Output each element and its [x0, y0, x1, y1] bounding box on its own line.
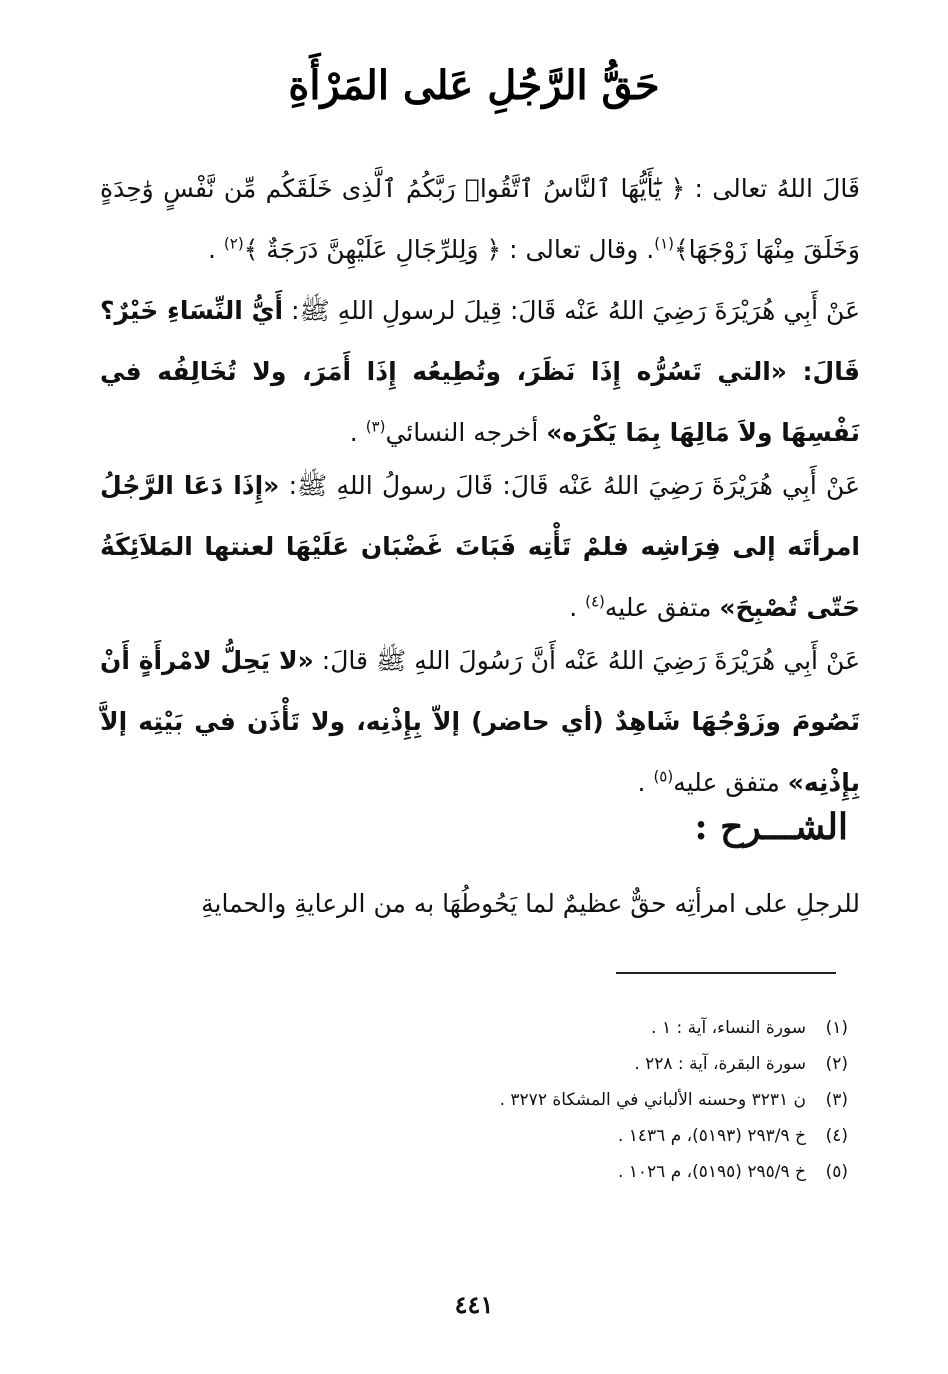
footnote-ref: (١): [654, 234, 674, 253]
chapter-title: حَقُّ الرَّجُلِ عَلى المَرْأَةِ: [288, 62, 660, 109]
hadith-chain: عَنْ أَبِي هُرَيْرَةَ رَضِيَ اللهُ عَنْه أَنَّ رَسُولَ اللهِ ﷺ قالَ:: [313, 646, 860, 675]
hadith-source: متفق عليه: [604, 593, 720, 622]
footnote-text: سورة البقرة، آية : ٢٢٨ .: [634, 1054, 806, 1074]
verse-connector: . وقال تعالى :: [501, 235, 655, 264]
sentence-end: .: [569, 593, 586, 622]
sentence-end: .: [349, 418, 366, 447]
hadith-source: متفق عليه: [673, 768, 788, 797]
sentence-end: .: [637, 768, 654, 797]
footnote-ref: (٢): [223, 234, 244, 253]
hadith-paragraph: [100, 280, 860, 463]
footnotes-list: [148, 1010, 848, 1190]
footnote-text: خ ٢٩٥/٩ (٥١٩٥)، م ١٠٢٦ .: [617, 1162, 806, 1182]
footnote-number: (٣): [825, 1090, 848, 1110]
footnote-number: (٥): [825, 1162, 848, 1182]
hadith-chain: عَنْ أَبِي هُرَيْرَةَ رَضِيَ اللهُ عَنْه قَالَ: قَالَ رسولُ اللهِ ﷺ:: [279, 471, 860, 500]
sentence-end: .: [208, 235, 224, 264]
quran-verses-paragraph: [100, 158, 860, 280]
page-number: ٤٤١: [454, 1290, 494, 1319]
footnote-text: ن ٣٢٣١ وحسنه الألباني في المشكاة ٣٢٧٢ .: [499, 1090, 806, 1110]
footnote-text: خ ٢٩٣/٩ (٥١٩٣)، م ١٤٣٦ .: [617, 1126, 806, 1146]
hadith-text: أَيُّ النِّسَاءِ خَيْرٌ؟ قَالَ: «التي تَسُرُّه إِذَا نَظَرَ، وتُطِيعُه إِذَا أَمَرَ، ولا تُخَالِفُه في نَفْسِهَا ولاَ مَالِهَا بِمَا يَكْرَه»: [100, 296, 860, 447]
footnote-ref: (٥): [653, 767, 674, 786]
verse-text: ﴿ يَٰٓأَيُّهَا ٱلنَّاسُ ٱتَّقُوا۟ رَبَّكُمُ ٱلَّذِى خَلَقَكُم مِّن نَّفْسٍ وَٰحِدَةٍ وَخَلَقَ مِنْهَا زَوْجَهَا﴾: [100, 174, 860, 264]
footnote-item: [148, 1082, 848, 1118]
verse-text-2: ﴿ وَلِلرِّجَالِ عَلَيْهِنَّ دَرَجَةٌ ﴾: [243, 235, 502, 264]
footnote-item: [148, 1118, 848, 1154]
footnote-item: [148, 1154, 848, 1190]
hadith-text: «إِذَا دَعَا الرَّجُلُ امرأتَه إلى فِرَاشِه فلمْ تَأْتِه فَبَاتَ غَضْبَان عَلَيْهَا لعنتها المَلاَئِكَةُ حَتّى تُصْبِحَ»: [100, 471, 860, 622]
footnote-number: (١): [825, 1018, 848, 1038]
footnote-number: (٢): [825, 1054, 848, 1074]
hadith-source: أخرجه النسائي: [385, 418, 547, 447]
footnote-text: سورة النساء، آية : ١ .: [651, 1018, 806, 1038]
footnote-number: (٤): [825, 1126, 848, 1146]
hadith-chain: عَنْ أَبِي هُرَيْرَةَ رَضِيَ اللهُ عَنْه قَالَ: قِيلَ لرسولِ اللهِ ﷺ:: [283, 296, 861, 325]
commentary-heading: الشـــرح :: [694, 806, 848, 848]
commentary-paragraph: للرجلِ على امرأتِه حقٌّ عظيمٌ لما يَحُوطُهَا به من الرعايةِ والحمايةِ: [201, 889, 860, 918]
hadith-text: «لا يَحِلُّ لامْرأَةٍ أَنْ تَصُومَ وزَوْجُهَا شَاهِدٌ (أي حاضر) إلاّ بِإِذْنِه، ولا تَأْذَن في بَيْتِه إلاَّ بِإِذْنِه»: [100, 646, 860, 797]
footnote-item: [148, 1010, 848, 1046]
footnote-separator: [616, 972, 836, 974]
footnote-ref: (٤): [585, 592, 605, 611]
hadith-paragraph: [100, 630, 860, 813]
footnote-ref: (٣): [365, 417, 386, 436]
verse-intro: قَالَ اللهُ تعالى :: [685, 174, 860, 203]
hadith-paragraph: [100, 455, 860, 638]
footnote-item: [148, 1046, 848, 1082]
